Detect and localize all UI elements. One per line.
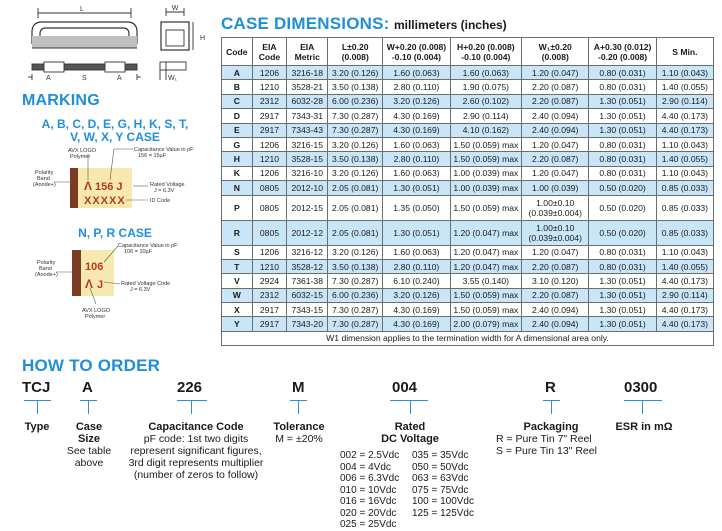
case1-logo-label2: Polymer — [70, 154, 91, 160]
svg-text:Λ: Λ — [84, 179, 93, 193]
cell-code: E — [222, 123, 253, 137]
case2-cap-example: 106 = 10µF — [124, 249, 153, 255]
cell-code: R — [222, 220, 253, 245]
cell-l: 6.00 (0.236) — [328, 94, 383, 108]
col-eia-code: EIA Code — [252, 38, 287, 66]
case-outline-drawing — [0, 0, 215, 85]
cell-metric: 7343-31 — [287, 109, 328, 123]
cell-a: 1.30 (0.051) — [589, 109, 656, 123]
how-to-order-title: HOW TO ORDER — [22, 356, 161, 375]
cell-s: 4.40 (0.173) — [656, 317, 713, 331]
cell-eia: 1210 — [252, 259, 287, 273]
cell-a: 0.80 (0.031) — [589, 66, 656, 80]
case1-cap-label: Capacitance Value in pF — [134, 147, 194, 153]
case2-volt-example: J = 6.3V — [130, 287, 151, 293]
cell-h: 1.00 (0.039) max — [450, 181, 521, 195]
cell-a: 0.80 (0.031) — [589, 166, 656, 180]
table-row — [222, 166, 714, 180]
table-row — [222, 181, 714, 195]
col-h: H+0.20 (0.008) -0.10 (0.004) — [450, 38, 521, 66]
cell-a: 0.80 (0.031) — [589, 259, 656, 273]
cell-s: 1.40 (0.055) — [656, 259, 713, 273]
case2-polarity-label: Polarity — [37, 260, 56, 266]
cell-w: 1.60 (0.063) — [383, 137, 450, 151]
marking-case2-title: N, P, R CASE — [78, 226, 152, 240]
cell-w1: 1.00±0.10 (0.039±0.004) — [522, 195, 589, 220]
table-row — [222, 94, 714, 108]
label-s: S — [82, 75, 87, 82]
cell-a: 0.80 (0.031) — [589, 80, 656, 94]
cell-metric: 3528-21 — [287, 80, 328, 94]
cell-code: A — [222, 66, 253, 80]
voltage-option: 006 = 6.3Vdc — [340, 473, 400, 484]
cell-w1: 2.40 (0.094) — [522, 317, 589, 331]
cell-w: 6.10 (0.240) — [383, 274, 450, 288]
cell-h: 1.20 (0.047) max — [450, 259, 521, 273]
label-w: W — [171, 5, 179, 12]
cell-a: 1.30 (0.051) — [589, 303, 656, 317]
order-code-packaging: R — [545, 379, 556, 396]
cell-l: 7.30 (0.287) — [328, 109, 383, 123]
cell-w: 1.30 (0.051) — [383, 181, 450, 195]
table-row — [222, 288, 714, 302]
order-code-case: A — [82, 379, 93, 396]
label-a1: A — [46, 75, 51, 82]
cell-s: 1.10 (0.043) — [656, 137, 713, 151]
case1-volt-label: Rated Voltage — [150, 182, 185, 188]
cell-metric: 7343-15 — [287, 303, 328, 317]
cell-eia: 2917 — [252, 109, 287, 123]
voltage-option: 125 = 125Vdc — [412, 507, 474, 519]
marking-diagram-1 — [0, 146, 215, 222]
cell-metric: 6032-15 — [287, 288, 328, 302]
cell-a: 1.30 (0.051) — [589, 274, 656, 288]
cell-w: 4.30 (0.169) — [383, 123, 450, 137]
col-w1: W₁±0.20 (0.008) — [522, 38, 589, 66]
cell-s: 1.40 (0.055) — [656, 80, 713, 94]
cell-w1: 2.20 (0.087) — [522, 80, 589, 94]
table-row — [222, 259, 714, 273]
table-header-row — [222, 38, 714, 66]
order-code-type: TCJ — [22, 379, 51, 396]
cell-w1: 1.00 (0.039) — [522, 181, 589, 195]
cell-w1: 2.20 (0.087) — [522, 152, 589, 166]
cell-eia: 1210 — [252, 80, 287, 94]
order-tolerance: Tolerance M = ±20% — [273, 421, 325, 445]
cell-w1: 2.20 (0.087) — [522, 288, 589, 302]
cell-l: 7.30 (0.287) — [328, 303, 383, 317]
case1-polarity-label2: Band — [37, 176, 50, 182]
cell-w1: 2.20 (0.087) — [522, 94, 589, 108]
case-dimensions-heading — [221, 14, 507, 34]
case1-cap-example: 156 = 15µF — [138, 153, 167, 159]
cell-l: 6.00 (0.236) — [328, 288, 383, 302]
case-dimensions-table — [221, 37, 714, 346]
marking-title: MARKING — [22, 92, 100, 109]
table-row — [222, 274, 714, 288]
cell-eia: 1210 — [252, 152, 287, 166]
cell-h: 2.90 (0.114) — [450, 109, 521, 123]
cell-w: 2.80 (0.110) — [383, 259, 450, 273]
cell-eia: 0805 — [252, 220, 287, 245]
cell-metric: 6032-28 — [287, 94, 328, 108]
voltage-option: 025 = 25Vdc — [340, 519, 397, 530]
cell-h: 1.60 (0.063) — [450, 66, 521, 80]
label-l: L — [80, 6, 84, 13]
case2-logo-label: AVX LOGO — [82, 308, 111, 314]
cell-h: 1.50 (0.059) max — [450, 303, 521, 317]
cell-a: 0.50 (0.020) — [589, 181, 656, 195]
cell-h: 1.00 (0.039) max — [450, 166, 521, 180]
cell-a: 0.50 (0.020) — [589, 195, 656, 220]
cell-l: 7.30 (0.287) — [328, 274, 383, 288]
order-voltage: Rated DC Voltage 002 = 2.5Vdc 004 = 4Vdc 006 = 6.3Vdc 010 = 10Vdc 016 = 16Vdc 020 = 20Vdc 025 = 25Vdc 035 = 35Vdc 050 = 50Vdc 063 = 63Vdc 075 = 75Vdc 100 = 100Vdc 125 = 125Vdc — [340, 421, 474, 530]
cell-code: W — [222, 288, 253, 302]
case1-id-label: ID Code — [150, 198, 171, 204]
cell-eia: 2917 — [252, 123, 287, 137]
cell-l: 3.50 (0.138) — [328, 80, 383, 94]
cell-w1: 1.20 (0.047) — [522, 66, 589, 80]
cell-code: H — [222, 152, 253, 166]
cell-w: 4.30 (0.169) — [383, 303, 450, 317]
cell-w1: 2.20 (0.087) — [522, 259, 589, 273]
cell-s: 4.40 (0.173) — [656, 303, 713, 317]
cell-l: 2.05 (0.081) — [328, 220, 383, 245]
cell-s: 1.40 (0.055) — [656, 152, 713, 166]
cell-s: 1.10 (0.043) — [656, 66, 713, 80]
cell-l: 3.20 (0.126) — [328, 166, 383, 180]
case2-polarity-label2: Band — [39, 266, 52, 272]
label-a2: A — [117, 75, 122, 82]
label-h: H — [200, 35, 206, 42]
cell-l: 7.30 (0.287) — [328, 317, 383, 331]
order-code-tolerance: M — [292, 379, 305, 396]
cell-a: 1.30 (0.051) — [589, 288, 656, 302]
cell-eia: 1206 — [252, 166, 287, 180]
cell-h: 1.20 (0.047) max — [450, 220, 521, 245]
cell-l: 3.20 (0.126) — [328, 245, 383, 259]
order-packaging: Packaging R = Pure Tin 7" Reel S = Pure Tin 13" Reel — [496, 421, 597, 457]
table-row — [222, 137, 714, 151]
voltage-option: 010 = 10Vdc — [340, 484, 397, 496]
cell-code: V — [222, 274, 253, 288]
table-row — [222, 80, 714, 94]
voltage-option: 002 = 2.5Vdc — [340, 450, 400, 461]
cell-metric: 3216-15 — [287, 137, 328, 151]
cell-a: 0.80 (0.031) — [589, 245, 656, 259]
cell-eia: 1206 — [252, 245, 287, 259]
marking-case1-title: A, B, C, D, E, G, H, K, S, T, V, W, X, Y CASE — [41, 117, 189, 144]
cell-l: 2.05 (0.081) — [328, 195, 383, 220]
col-eia-metric: EIA Metric — [287, 38, 328, 66]
cell-h: 2.00 (0.079) max — [450, 317, 521, 331]
cell-h: 3.55 (0.140) — [450, 274, 521, 288]
order-code-esr: 0300 — [624, 379, 658, 396]
cell-w: 2.80 (0.110) — [383, 152, 450, 166]
cell-l: 3.20 (0.126) — [328, 137, 383, 151]
cell-metric: 3216-12 — [287, 245, 328, 259]
cell-code: P — [222, 195, 253, 220]
cell-a: 0.80 (0.031) — [589, 137, 656, 151]
table-row — [222, 245, 714, 259]
table-row — [222, 109, 714, 123]
cell-s: 4.40 (0.173) — [656, 109, 713, 123]
col-l: L±0.20 (0.008) — [328, 38, 383, 66]
cell-code: Y — [222, 317, 253, 331]
col-a: A+0.30 (0.012) -0.20 (0.008) — [589, 38, 656, 66]
cell-code: X — [222, 303, 253, 317]
case-dimensions-units: millimeters (inches) — [393, 18, 507, 32]
cell-code: C — [222, 94, 253, 108]
table-row — [222, 317, 714, 331]
cell-l: 7.30 (0.287) — [328, 123, 383, 137]
cell-h: 1.90 (0.075) — [450, 80, 521, 94]
cell-w1: 2.40 (0.094) — [522, 303, 589, 317]
label-w1: W₁ — [168, 75, 177, 82]
cell-eia: 2312 — [252, 288, 287, 302]
voltage-option: 100 = 100Vdc — [412, 496, 474, 507]
table-row — [222, 152, 714, 166]
order-case-size: Case Size See table above — [66, 421, 112, 469]
table-row — [222, 195, 714, 220]
cell-metric: 7361-38 — [287, 274, 328, 288]
cell-eia: 2917 — [252, 303, 287, 317]
cell-s: 4.40 (0.173) — [656, 274, 713, 288]
cell-code: B — [222, 80, 253, 94]
cell-h: 1.50 (0.059) max — [450, 288, 521, 302]
voltage-option: 016 = 16Vdc — [340, 496, 397, 507]
cell-w: 1.60 (0.063) — [383, 166, 450, 180]
cell-eia: 2312 — [252, 94, 287, 108]
chip2-line2: J — [97, 279, 104, 291]
case2-polarity-label3: (Anode+) — [35, 272, 58, 278]
cell-w: 4.30 (0.169) — [383, 109, 450, 123]
order-capacitance: Capacitance Code pF code: 1st two digits represent significant figures, 3rd digit represents multiplier (number of zeros to follow) — [128, 421, 264, 481]
cell-w1: 2.40 (0.094) — [522, 109, 589, 123]
cell-l: 2.05 (0.081) — [328, 181, 383, 195]
chip1-line2: XXXXX — [84, 195, 126, 207]
cell-a: 0.80 (0.031) — [589, 152, 656, 166]
cell-h: 4.10 (0.162) — [450, 123, 521, 137]
cell-eia: 0805 — [252, 195, 287, 220]
cell-l: 3.20 (0.126) — [328, 66, 383, 80]
cell-metric: 2012-15 — [287, 195, 328, 220]
voltage-option: 063 = 63Vdc — [412, 473, 469, 484]
cell-code: D — [222, 109, 253, 123]
table-note: W1 dimension applies to the termination width for A dimensional area only. — [222, 331, 714, 345]
case1-polarity-label: Polarity — [35, 170, 54, 176]
cell-w1: 1.20 (0.047) — [522, 137, 589, 151]
cell-s: 0.85 (0.033) — [656, 195, 713, 220]
cell-w1: 1.20 (0.047) — [522, 245, 589, 259]
cell-s: 4.40 (0.173) — [656, 123, 713, 137]
case1-logo-label: AVX LOGO — [68, 148, 97, 154]
case-dimensions-title: CASE DIMENSIONS: — [221, 14, 390, 33]
table-row — [222, 123, 714, 137]
cell-a: 1.30 (0.051) — [589, 123, 656, 137]
voltage-option: 035 = 35Vdc — [412, 450, 469, 461]
cell-metric: 3528-15 — [287, 152, 328, 166]
cell-metric: 7343-43 — [287, 123, 328, 137]
chip2-line1: 106 — [85, 261, 104, 273]
order-code-capacitance: 226 — [177, 379, 203, 396]
col-code: Code — [222, 38, 253, 66]
cell-w: 3.20 (0.126) — [383, 94, 450, 108]
cell-metric: 2012-10 — [287, 181, 328, 195]
cell-metric: 3216-10 — [287, 166, 328, 180]
cell-a: 1.30 (0.051) — [589, 317, 656, 331]
cell-w: 4.30 (0.169) — [383, 317, 450, 331]
cell-w1: 1.00±0.10 (0.039±0.004) — [522, 220, 589, 245]
case1-volt-example: J = 6.3V — [154, 188, 175, 194]
case2-volt-label: Rated Voltage Code — [121, 281, 171, 287]
cell-metric: 2012-12 — [287, 220, 328, 245]
order-code-voltage: 004 — [392, 379, 418, 396]
cell-w: 1.30 (0.051) — [383, 220, 450, 245]
cell-l: 3.50 (0.138) — [328, 152, 383, 166]
cell-w: 1.35 (0.050) — [383, 195, 450, 220]
cell-w: 2.80 (0.110) — [383, 80, 450, 94]
order-type-label: Type — [24, 421, 50, 433]
cell-eia: 1206 — [252, 66, 287, 80]
cell-a: 1.30 (0.051) — [589, 94, 656, 108]
order-esr-label: ESR in mΩ — [615, 421, 673, 433]
cell-eia: 1206 — [252, 137, 287, 151]
case2-cap-label: Capacitance Value in pF — [118, 243, 178, 249]
cell-h: 1.50 (0.059) max — [450, 137, 521, 151]
cell-w: 1.60 (0.063) — [383, 66, 450, 80]
cell-s: 1.10 (0.043) — [656, 166, 713, 180]
col-w: W+0.20 (0.008) -0.10 (0.004) — [383, 38, 450, 66]
cell-eia: 2924 — [252, 274, 287, 288]
cell-metric: 3216-18 — [287, 66, 328, 80]
cell-h: 1.20 (0.047) max — [450, 245, 521, 259]
cell-s: 0.85 (0.033) — [656, 181, 713, 195]
cell-s: 0.85 (0.033) — [656, 220, 713, 245]
cell-eia: 2917 — [252, 317, 287, 331]
cell-s: 2.90 (0.114) — [656, 288, 713, 302]
cell-h: 1.50 (0.059) max — [450, 195, 521, 220]
cell-code: T — [222, 259, 253, 273]
voltage-option: 075 = 75Vdc — [412, 484, 469, 496]
cell-l: 3.50 (0.138) — [328, 259, 383, 273]
cell-w1: 2.40 (0.094) — [522, 123, 589, 137]
col-s-min: S Min. — [656, 38, 713, 66]
table-row — [222, 303, 714, 317]
cell-a: 0.50 (0.020) — [589, 220, 656, 245]
cell-code: S — [222, 245, 253, 259]
case1-polarity-label3: (Anode+) — [33, 182, 56, 188]
cell-w: 1.60 (0.063) — [383, 245, 450, 259]
case2-logo-label2: Polymer — [85, 314, 106, 320]
cell-code: K — [222, 166, 253, 180]
voltage-option: 020 = 20Vdc — [340, 507, 397, 519]
cell-code: G — [222, 137, 253, 151]
table-row — [222, 220, 714, 245]
table-row — [222, 66, 714, 80]
cell-metric: 3528-12 — [287, 259, 328, 273]
voltage-option: 050 = 50Vdc — [412, 461, 469, 473]
cell-h: 2.60 (0.102) — [450, 94, 521, 108]
svg-text:Λ: Λ — [85, 277, 94, 291]
cell-metric: 7343-20 — [287, 317, 328, 331]
cell-w1: 1.20 (0.047) — [522, 166, 589, 180]
cell-h: 1.50 (0.059) max — [450, 152, 521, 166]
cell-w: 3.20 (0.126) — [383, 288, 450, 302]
cell-eia: 0805 — [252, 181, 287, 195]
marking-diagram-2 — [0, 240, 215, 322]
cell-code: N — [222, 181, 253, 195]
cell-w1: 3.10 (0.120) — [522, 274, 589, 288]
chip1-line1: 156 J — [95, 181, 123, 193]
voltage-option: 004 = 4Vdc — [340, 461, 391, 473]
cell-s: 2.90 (0.114) — [656, 94, 713, 108]
cell-s: 1.10 (0.043) — [656, 245, 713, 259]
